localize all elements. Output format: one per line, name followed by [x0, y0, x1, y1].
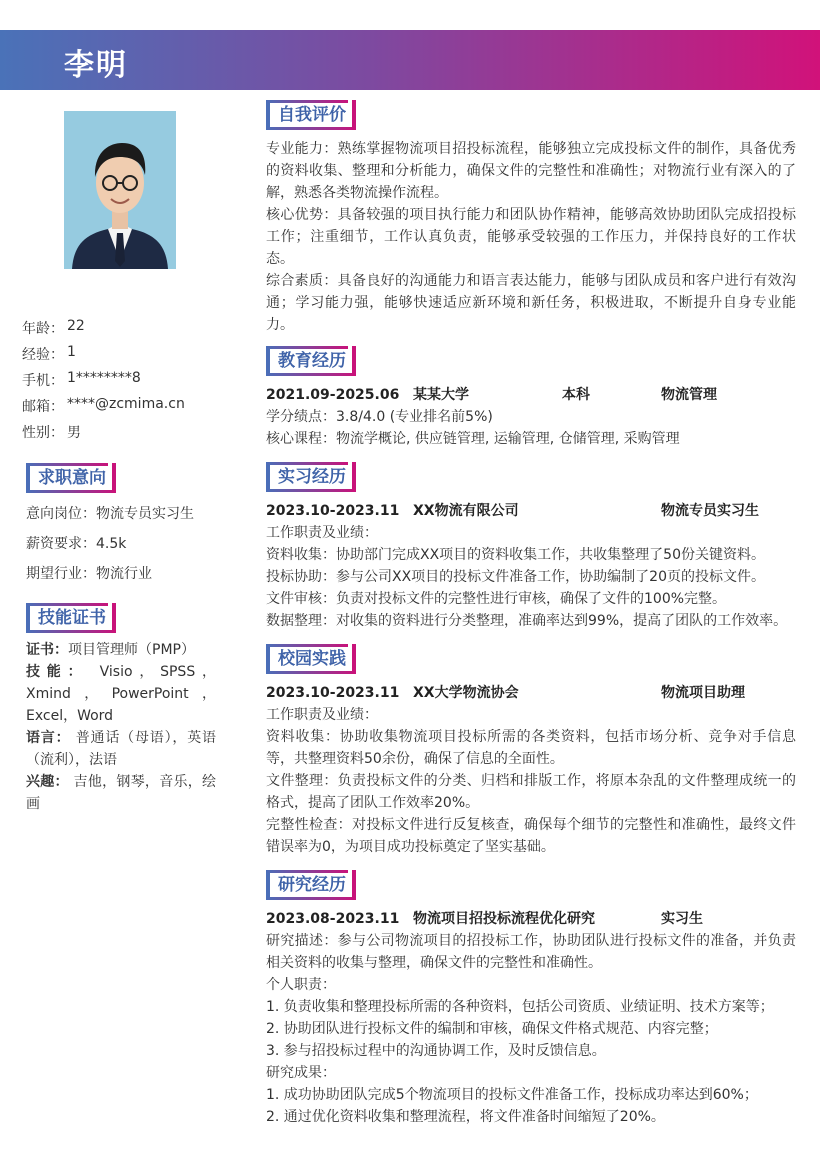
job-intent-section [26, 463, 226, 589]
section-title: 校园实践 [266, 644, 352, 674]
info-row-phone: 手机： 1********8 [22, 370, 141, 389]
self-eval-para: 核心优势：具备较强的项目执行能力和团队协作精神，能够高效协助团队完成招投标工作；注重细节，工作认真负责，能够承受较强的工作压力，并保持良好的工作状态。 [266, 207, 796, 267]
candidate-name: 李明 [64, 48, 128, 83]
skill-item-languages: 语言： 普通话（母语），英语（流利），法语 [26, 730, 217, 768]
internship-section [266, 462, 796, 632]
research-line: 研究描述：参与公司物流项目的招投标工作，协助团队进行投标文件的准备，并负责相关资料的收集与整理，确保文件的完整性和准确性。 [266, 933, 796, 971]
internship-line: 工作职责及业绩： [266, 525, 378, 541]
portrait-image [64, 111, 176, 269]
section-title: 技能证书 [26, 603, 112, 633]
info-row-age: 年龄： 22 [22, 318, 85, 337]
skills-section [26, 603, 226, 815]
profile-photo [64, 111, 176, 269]
skill-item-skills: 技能： Visio，SPSS，Xmind，PowerPoint，Excel，Word [26, 664, 216, 724]
skill-item-hobbies: 兴趣： 吉他，钢琴，音乐，绘画 [26, 774, 217, 812]
education-section [266, 346, 796, 450]
campus-entry-head: 2023.10-2023.11 XX大学物流协会 物流项目助理 [266, 685, 745, 701]
self-eval-para: 综合素质：具备良好的沟通能力和语言表达能力，能够与团队成员和客户进行有效沟通；学习能力强，能够快速适应新环境和新任务，积极进取，不断提升自身专业能力。 [266, 273, 796, 333]
research-line: 3. 参与招投标过程中的沟通协调工作，及时反馈信息。 [266, 1043, 606, 1059]
skill-item-cert: 证书：项目管理师（PMP） [26, 642, 195, 658]
internship-line: 数据整理：对收集的资料进行分类整理，准确率达到99%，提高了团队的工作效率。 [266, 613, 788, 629]
research-line: 个人职责： [266, 977, 336, 993]
education-line: 学分绩点：3.8/4.0 (专业排名前5%) [266, 409, 493, 425]
education-entry-head: 2021.09-2025.06 某某大学 本科 物流管理 [266, 387, 717, 403]
campus-section [266, 644, 796, 858]
header-banner [0, 30, 820, 90]
section-title: 自我评价 [266, 100, 352, 130]
section-title: 实习经历 [266, 462, 352, 492]
research-entry-head: 2023.08-2023.11 物流项目招投标流程优化研究 实习生 [266, 911, 703, 927]
section-title: 研究经历 [266, 870, 352, 900]
campus-line: 工作职责及业绩： [266, 707, 378, 723]
intent-salary: 薪资要求：4.5k [26, 536, 127, 552]
internship-entry-head: 2023.10-2023.11 XX物流有限公司 物流专员实习生 [266, 503, 759, 519]
section-title: 教育经历 [266, 346, 352, 376]
campus-line: 文件整理：负责投标文件的分类、归档和排版工作，将原本杂乱的文件整理成统一的格式，提高了团队工作效率20%。 [266, 773, 796, 811]
research-line: 2. 通过优化资料收集和整理流程，将文件准备时间缩短了20%。 [266, 1109, 665, 1125]
info-row-gender: 性别： 男 [22, 425, 81, 441]
self-eval-section [266, 100, 796, 336]
internship-line: 文件审核：负责对投标文件的完整性进行审核，确保了文件的100%完整。 [266, 591, 727, 607]
info-row-experience: 经验： 1 [22, 344, 76, 363]
research-line: 1. 负责收集和整理投标所需的各种资料，包括公司资质、业绩证明、技术方案等； [266, 999, 774, 1015]
intent-position: 意向岗位：物流专员实习生 [26, 506, 194, 522]
self-eval-para: 专业能力：熟练掌握物流项目招投标流程，能够独立完成投标文件的制作，具备优秀的资料收集、整理和分析能力，确保文件的完整性和准确性；对物流行业有深入的了解，熟悉各类物流操作流程。 [266, 141, 796, 201]
campus-line: 完整性检查：对投标文件进行反复核查，确保每个细节的完整性和准确性，最终文件错误率为0，为项目成功投标奠定了坚实基础。 [266, 817, 796, 855]
education-line: 核心课程：物流学概论, 供应链管理, 运输管理, 仓储管理, 采购管理 [266, 431, 680, 447]
research-line: 2. 协助团队进行投标文件的编制和审核，确保文件格式规范、内容完整； [266, 1021, 718, 1037]
research-line: 研究成果： [266, 1065, 336, 1081]
section-title: 求职意向 [26, 463, 112, 493]
info-row-email: 邮箱： ****@zcmima.cn [22, 396, 185, 415]
research-section [266, 870, 796, 1128]
basic-info [22, 318, 232, 448]
intent-industry: 期望行业：物流行业 [26, 566, 152, 582]
internship-line: 资料收集：协助部门完成XX项目的资料收集工作，共收集整理了50份关键资料。 [266, 547, 765, 563]
campus-line: 资料收集：协助收集物流项目投标所需的各类资料，包括市场分析、竞争对手信息等，共整理资料50余份，确保了信息的全面性。 [266, 729, 796, 767]
right-column [266, 100, 796, 1134]
left-column [0, 90, 240, 1160]
internship-line: 投标协助：参与公司XX项目的投标文件准备工作，协助编制了20页的投标文件。 [266, 569, 765, 585]
research-line: 1. 成功协助团队完成5个物流项目的投标文件准备工作，投标成功率达到60%； [266, 1087, 758, 1103]
